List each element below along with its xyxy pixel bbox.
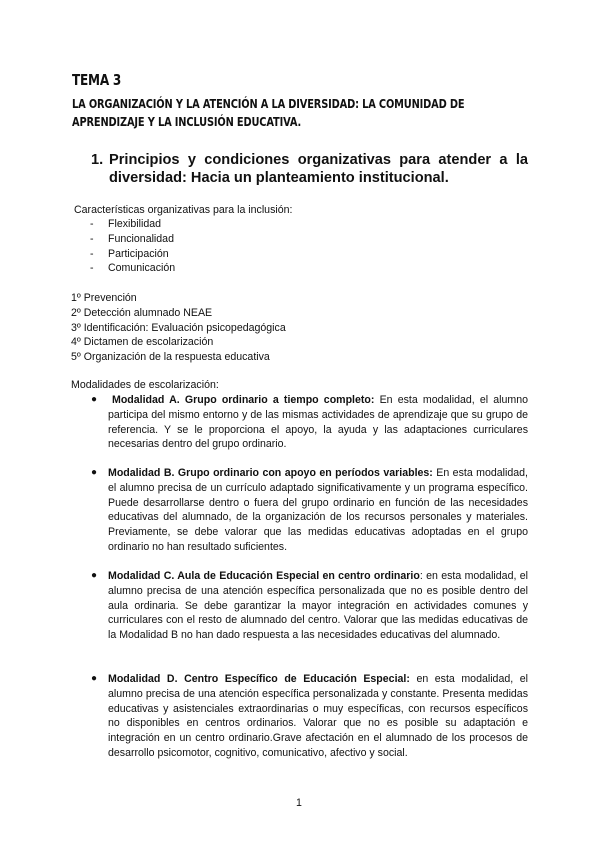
step-item: 3º Identificación: Evaluación psicopedagógica xyxy=(71,321,286,334)
section-heading xyxy=(91,151,528,187)
modality-title: Modalidad C. Aula de Educación Especial en centro ordinario xyxy=(108,570,420,582)
section-title: Principios y condiciones organizativas para atender a la diversidad: Hacia un planteamiento institucional. xyxy=(109,152,528,186)
step-item: 1º Prevención xyxy=(71,292,137,304)
list-item: - Funcionalidad xyxy=(90,232,175,247)
modality-text xyxy=(108,466,528,555)
modality-text xyxy=(108,569,528,643)
list-item: - Flexibilidad xyxy=(90,217,175,232)
modality-c xyxy=(91,569,528,643)
modality-a xyxy=(91,393,528,452)
list-item: - Participación xyxy=(90,247,175,262)
section-number: 1. xyxy=(91,152,104,168)
topic-title: TEMA 3 xyxy=(72,71,122,89)
topic-subtitle: LA ORGANIZACIÓN Y LA ATENCIÓN A LA DIVERSIDAD: LA COMUNIDAD DE APRENDIZAJE Y LA INCLUSIÓN EDUCATIVA. xyxy=(72,96,465,129)
step-item: 4º Dictamen de escolarización xyxy=(71,336,214,349)
list-item: - Comunicación xyxy=(90,261,175,276)
steps-list xyxy=(71,291,286,365)
step-item: 2º Detección alumnado NEAE xyxy=(71,306,213,319)
modality-b xyxy=(91,466,528,555)
bullet-icon: ● xyxy=(91,394,98,405)
modality-d xyxy=(91,672,528,761)
modality-description: en esta modalidad, el alumno precisa de una atención específica personalizada y constante. Presenta medidas educativas y asistenciales extraordinarias o muy específicas, con recursos específicos no disponibles en centros ordinarios. Valorar que no es posible su adaptación e integración en un centro ordinario.Grave afectación en el alumnado de los procesos de desarrollo psicomotor, cognitivo, comunicativo, afectivo y social. xyxy=(108,673,528,759)
modality-text xyxy=(108,672,528,761)
bullet-icon: ● xyxy=(91,673,98,684)
modality-description: : en esta modalidad, el alumno precisa de una atención específica personalizada que no es posible dentro del aula ordinaria. Se debe garantizar la mayor integración en actividades comunes y curriculares con el resto de alumnado del centro. Valorar que las medidas educativas de la Modalidad B no han dado respuesta a las necesidades educativas del alumnado. xyxy=(108,570,528,642)
modalities-intro: Modalidades de escolarización: xyxy=(71,379,219,391)
characteristics-intro: Características organizativas para la inclusión: xyxy=(74,204,293,216)
bullet-icon: ● xyxy=(91,467,98,478)
step-item: 5º Organización de la respuesta educativa xyxy=(71,351,270,364)
bullet-icon: ● xyxy=(91,570,98,581)
characteristics-list xyxy=(90,217,175,276)
modality-description: En esta modalidad, el alumno participa del mismo entorno y de las mismas actividades de aprendizaje que su grupo de referencia. Y se le proporciona el apoyo, la ayuda y las adaptaciones curriculares necesarias dentro del grupo ordinario. xyxy=(108,394,528,451)
page-number: 1 xyxy=(296,797,302,809)
modality-title: Modalidad D. Centro Específico de Educación Especial: xyxy=(108,673,410,685)
modality-title: Modalidad B. Grupo ordinario con apoyo en períodos variables: xyxy=(108,467,433,479)
modality-title: Modalidad A. Grupo ordinario a tiempo completo: xyxy=(112,394,375,406)
modality-description: En esta modalidad, el alumno precisa de un currículo adaptado significativamente y un programa específico. Puede desarrollarse dentro o fuera del grupo ordinario en función de las necesidades educativas del alumnado, de la organización de los recursos personales y materiales. Previamente, se debe valorar que las medidas educativas adoptadas en el grupo ordinario no han resultado suficientes. xyxy=(108,467,528,553)
modality-text xyxy=(108,393,528,452)
